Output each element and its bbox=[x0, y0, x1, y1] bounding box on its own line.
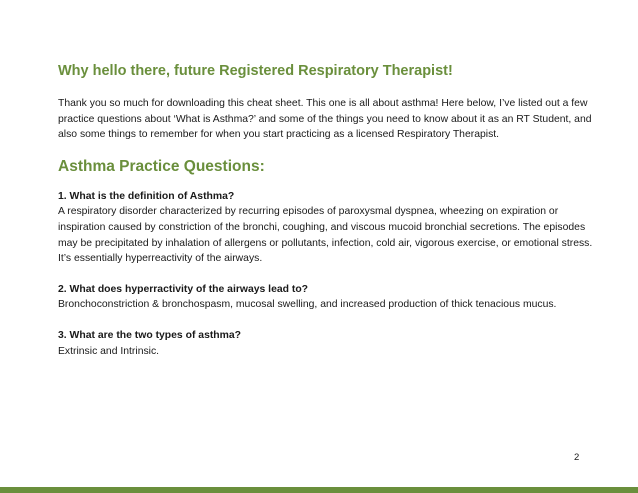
question-2: 2. What does hyperractivity of the airways lead to? bbox=[58, 283, 309, 295]
page-title: Why hello there, future Registered Respiratory Therapist! bbox=[58, 63, 453, 79]
question-block-1 bbox=[58, 189, 598, 267]
page-content bbox=[58, 62, 598, 374]
section-heading: Asthma Practice Questions: bbox=[58, 157, 265, 175]
page-number: 2 bbox=[574, 452, 580, 463]
footer-bar bbox=[0, 487, 638, 493]
question-1: 1. What is the definition of Asthma? bbox=[58, 190, 235, 202]
question-block-3 bbox=[58, 328, 598, 359]
answer-3: Extrinsic and Intrinsic. bbox=[58, 345, 160, 357]
answer-2: Bronchoconstriction & bronchospasm, mucosal swelling, and increased production of thick tenacious mucus. bbox=[58, 299, 557, 311]
answer-1: A respiratory disorder characterized by recurring episodes of paroxysmal dyspnea, wheezing on expiration or inspiration caused by constriction of the bronchi, coughing, and viscous mucoid bronchial secretions. The episodes may be precipitated by inhalation of allergens or pollutants, infection, cold air, vigorous exercise, or emotional stress. It’s essentially hyperreactivity of the airways. bbox=[58, 206, 593, 265]
question-block-2 bbox=[58, 282, 598, 313]
intro-paragraph: Thank you so much for downloading this cheat sheet. This one is all about asthma! Here below, I’ve listed out a few practice questions about ‘What is Asthma?’ and some of the things you need to know about it as an RT Student, and also some things to remember for when you start practicing as a licensed Respiratory Therapist. bbox=[58, 98, 592, 141]
question-3: 3. What are the two types of asthma? bbox=[58, 329, 242, 341]
